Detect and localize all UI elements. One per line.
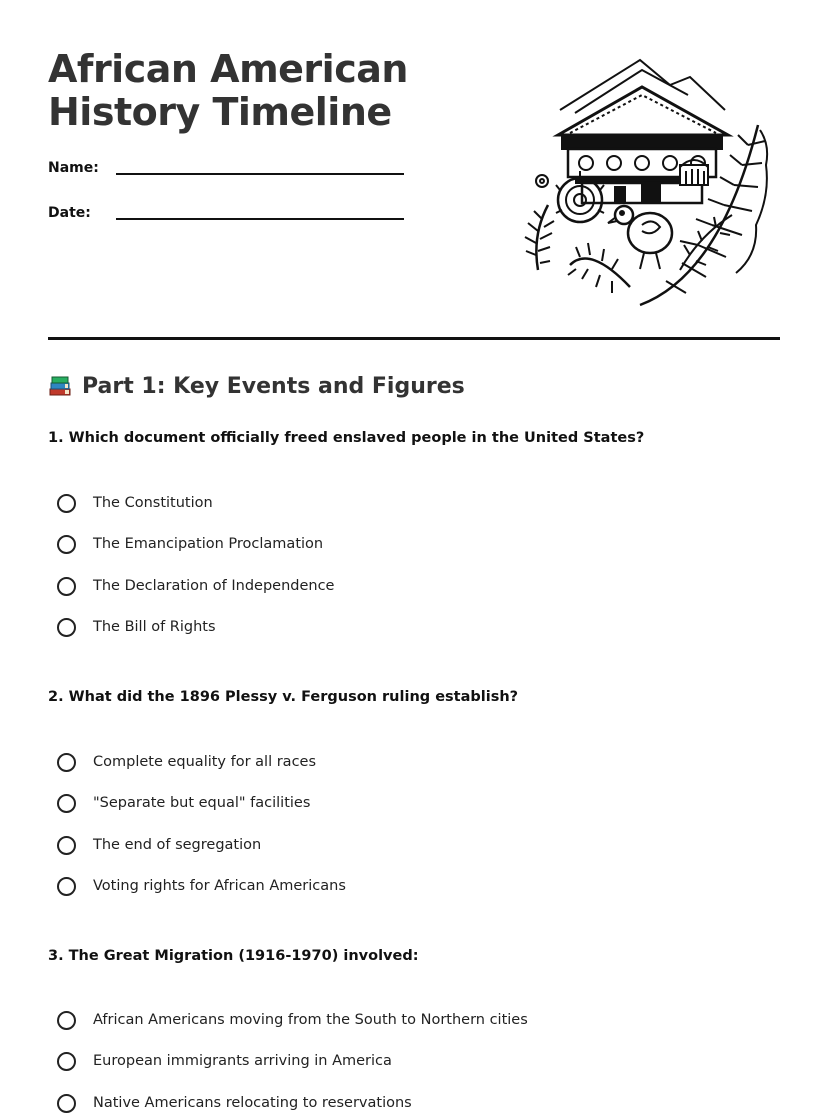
question-2-option-1[interactable] [57, 749, 316, 775]
question-2-option-2[interactable] [57, 790, 310, 816]
radio-button[interactable] [57, 1052, 76, 1071]
radio-button[interactable] [57, 1094, 76, 1113]
question-1-option-3[interactable] [57, 573, 334, 599]
question-3-text: 3. The Great Migration (1916-1970) involved: [48, 948, 419, 964]
section-title: Part 1: Key Events and Figures [82, 374, 465, 399]
question-1-option-4[interactable] [57, 614, 216, 640]
name-field[interactable] [48, 160, 99, 176]
radio-button[interactable] [57, 577, 76, 596]
option-label: The Constitution [93, 495, 213, 511]
section-divider [48, 337, 780, 340]
question-2-option-3[interactable] [57, 832, 261, 858]
question-1-option-1[interactable] [57, 490, 213, 516]
title-line-2: History Timeline [48, 90, 392, 134]
option-label: The Bill of Rights [93, 619, 216, 635]
question-1-option-2[interactable] [57, 531, 323, 557]
radio-button[interactable] [57, 877, 76, 896]
name-label: Name: [48, 160, 99, 176]
question-3-option-1[interactable] [57, 1007, 528, 1033]
section-heading [48, 374, 465, 399]
option-label: Complete equality for all races [93, 754, 317, 770]
option-label: The end of segregation [93, 837, 262, 853]
radio-button[interactable] [57, 618, 76, 637]
question-3-option-3[interactable] [57, 1090, 412, 1116]
worksheet-title [48, 48, 408, 134]
radio-button[interactable] [57, 1011, 76, 1030]
name-blank-line[interactable] [116, 173, 404, 175]
radio-button[interactable] [57, 836, 76, 855]
option-label: The Declaration of Independence [93, 578, 335, 594]
books-icon [48, 375, 72, 399]
title-line-1: African American [48, 47, 408, 91]
radio-button[interactable] [57, 794, 76, 813]
radio-button[interactable] [57, 494, 76, 513]
option-label: European immigrants arriving in America [93, 1053, 392, 1069]
heritage-illustration [520, 55, 775, 313]
option-label: Native Americans relocating to reservations [93, 1095, 412, 1111]
option-label: The Emancipation Proclamation [93, 536, 324, 552]
option-label: "Separate but equal" facilities [93, 795, 311, 811]
question-2-option-4[interactable] [57, 873, 346, 899]
radio-button[interactable] [57, 535, 76, 554]
option-label: African Americans moving from the South to Northern cities [93, 1012, 528, 1028]
radio-button[interactable] [57, 753, 76, 772]
option-label: Voting rights for African Americans [93, 878, 346, 894]
date-field[interactable] [48, 205, 91, 221]
question-2-text: 2. What did the 1896 Plessy v. Ferguson ruling establish? [48, 689, 519, 705]
date-blank-line[interactable] [116, 218, 404, 220]
question-3-option-2[interactable] [57, 1048, 392, 1074]
date-label: Date: [48, 205, 91, 221]
question-1-text: 1. Which document officially freed enslaved people in the United States? [48, 430, 645, 446]
